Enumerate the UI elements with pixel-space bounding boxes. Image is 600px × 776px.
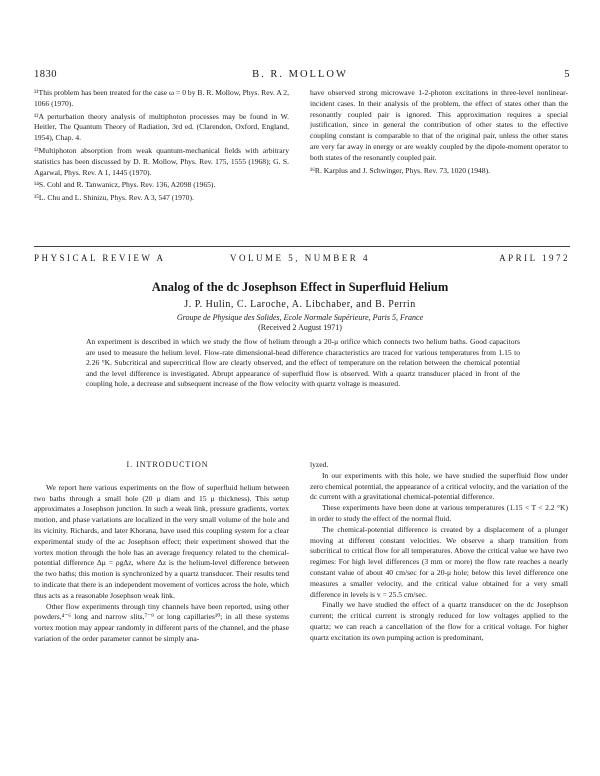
page-number-right: 5 — [564, 69, 570, 80]
footnotes-left-column — [34, 88, 289, 206]
body-left-column — [34, 460, 289, 645]
journal-date: APRIL 1972 — [499, 253, 570, 263]
journal-volume: VOLUME 5, NUMBER 4 — [229, 253, 370, 263]
footnote-continuation: have observed strong microwave 1-2-photon excitations in three-level nonlinear-incident cases. In their analysis of the problem, the effect of states other than the resonantly coupled pair is ignored. This approximation requires a special justification, since in general the contribution of other states to the effective coupling constant is comparable to that of the original pair, unless the other states are very far away in energy or are weakly coupled by the dipole-moment operator to both states of the resonantly coupled pair. — [310, 88, 568, 162]
footnote: ¹²A perturbation theory analysis of multiphoton processes may be found in W. Heitler, The Quantum Theory of Radiation, 3rd ed. (Clarendon, Oxford, England, 1954), Chap. 4. — [34, 111, 289, 143]
footnote: ¹⁵L. Chu and L. Shinizu, Phys. Rev. A 3, 547 (1970). — [34, 193, 194, 203]
section-divider — [34, 246, 570, 247]
article-authors: J. P. Hulin, C. Laroche, A. Libchaber, and B. Perrin — [184, 299, 416, 310]
received-date: (Received 2 August 1971) — [258, 323, 342, 332]
article-affiliation: Groupe de Physique des Solides, Ecole Normale Supérieure, Paris 5, France — [176, 313, 424, 322]
body-paragraph: We report here various experiments on the flow of superfluid helium between two baths through a small hole (20 μ diam and 15 μ thickness). This setup approximates a Josephson junction. In such a weak link, pressure gradients, vortex motion, and phase variations are localized in the very small volume of the hole and its vicinity. Richards, and later Khorana, have used this coupling system for a clear experimental study of the ac Josephson effect; their experiment showed that the vortex motion through the hole has an average frequency related to the chemical-potential difference Δμ = ρgΔz, where Δz is the helium-level difference between the two baths; this motion is synchronized by a quartz transducer. Their results tend to indicate that there is an independent movement of vortices across the hole, which thus acts as a reasonable Josephson weak link. — [34, 482, 289, 600]
footnote: ¹⁶R. Karplus and J. Schwinger, Phys. Rev. 73, 1020 (1948). — [310, 165, 491, 175]
journal-name: PHYSICAL REVIEW A — [34, 253, 166, 263]
body-paragraph: In our experiments with this hole, we have studied the superfluid flow under zero chemical potential, the appearance of a critical velocity, and the variation of the dc current with a gravitational chemical-potential difference. — [310, 470, 568, 502]
footnotes-right-column — [310, 88, 568, 178]
footnote: ¹¹This problem has been treated for the case ω = 0 by B. R. Mollow, Phys. Rev. A 2, 1066 (1970). — [34, 88, 289, 108]
body-paragraph: Other flow experiments through tiny channels have been reported, using other powders,⁴⁻⁶ long and narrow slits,⁷⁻⁹ or long capillaries¹⁰; in all these systems vortex motion may appear randomly in different parts of the channel, and the phase variation of the order parameter cannot be simply ana- — [34, 601, 289, 643]
body-paragraph: lyzed. — [310, 460, 329, 469]
footnote: ¹⁴S. Cohl and R. Tanwanicz, Phys. Rev. 136, A2098 (1965). — [34, 180, 216, 190]
body-paragraph: These experiments have been done at various temperatures (1.15 < T < 2.2 °K) in order to study the effect of the normal fluid. — [310, 503, 568, 523]
section-heading: I. INTRODUCTION — [126, 460, 209, 469]
body-paragraph: Finally we have studied the effect of a quartz transducer on the dc Josephson current; the critical current is strongly reduced for low voltages applied to the quartz; we can reach a cancellation of the flow for a critical voltage. For higher quartz excitation its own pumping action is predominant, — [310, 600, 568, 642]
body-paragraph: The chemical-potential difference is created by a displacement of a plunger moving at different constant velocities. We observe a sharp transition from subcritical to critical flow for all temperatures. Above the critical value we have two regimes: For high level differences (3 mm or more) the flow rate reaches a nearly constant value of about 40 cm/sec for a 20-μ hole; below this level difference one measures a smaller velocity, and the critical value obtained for a very small difference in levels is v = 25.5 cm/sec. — [310, 524, 568, 599]
page-number-left: 1830 — [34, 69, 57, 80]
body-right-column — [310, 460, 568, 644]
running-head: B. R. MOLLOW — [252, 69, 348, 80]
article-title: Analog of the dc Josephson Effect in Superfluid Helium — [151, 280, 449, 294]
abstract: An experiment is described in which we study the flow of helium through a 20-μ orifice which connects two helium baths. Good capacitors are used to measure the helium level. Flow-rate dimensional-head difference characteristics are traced for various temperatures from 1.15 to 2.26 °K. Subcritical and supercritical flow are clearly observed, and the effect of temperature on the relation between the chemical potential and the level difference is investigated. Abrupt appearance of superfluid flow is observed. With a quartz transducer placed in front of the coupling hole, a decrease and subsequent increase of the flow velocity with quartz voltage is measured. — [86, 337, 520, 389]
footnote: ¹³Multiphoton absorption from weak quantum-mechanical fields with arbitrary statistics has been discussed by D. R. Mollow, Phys. Rev. 175, 1555 (1968); G. S. Agarwal, Phys. Rev. A 1, 1445 (1970). — [34, 145, 289, 177]
